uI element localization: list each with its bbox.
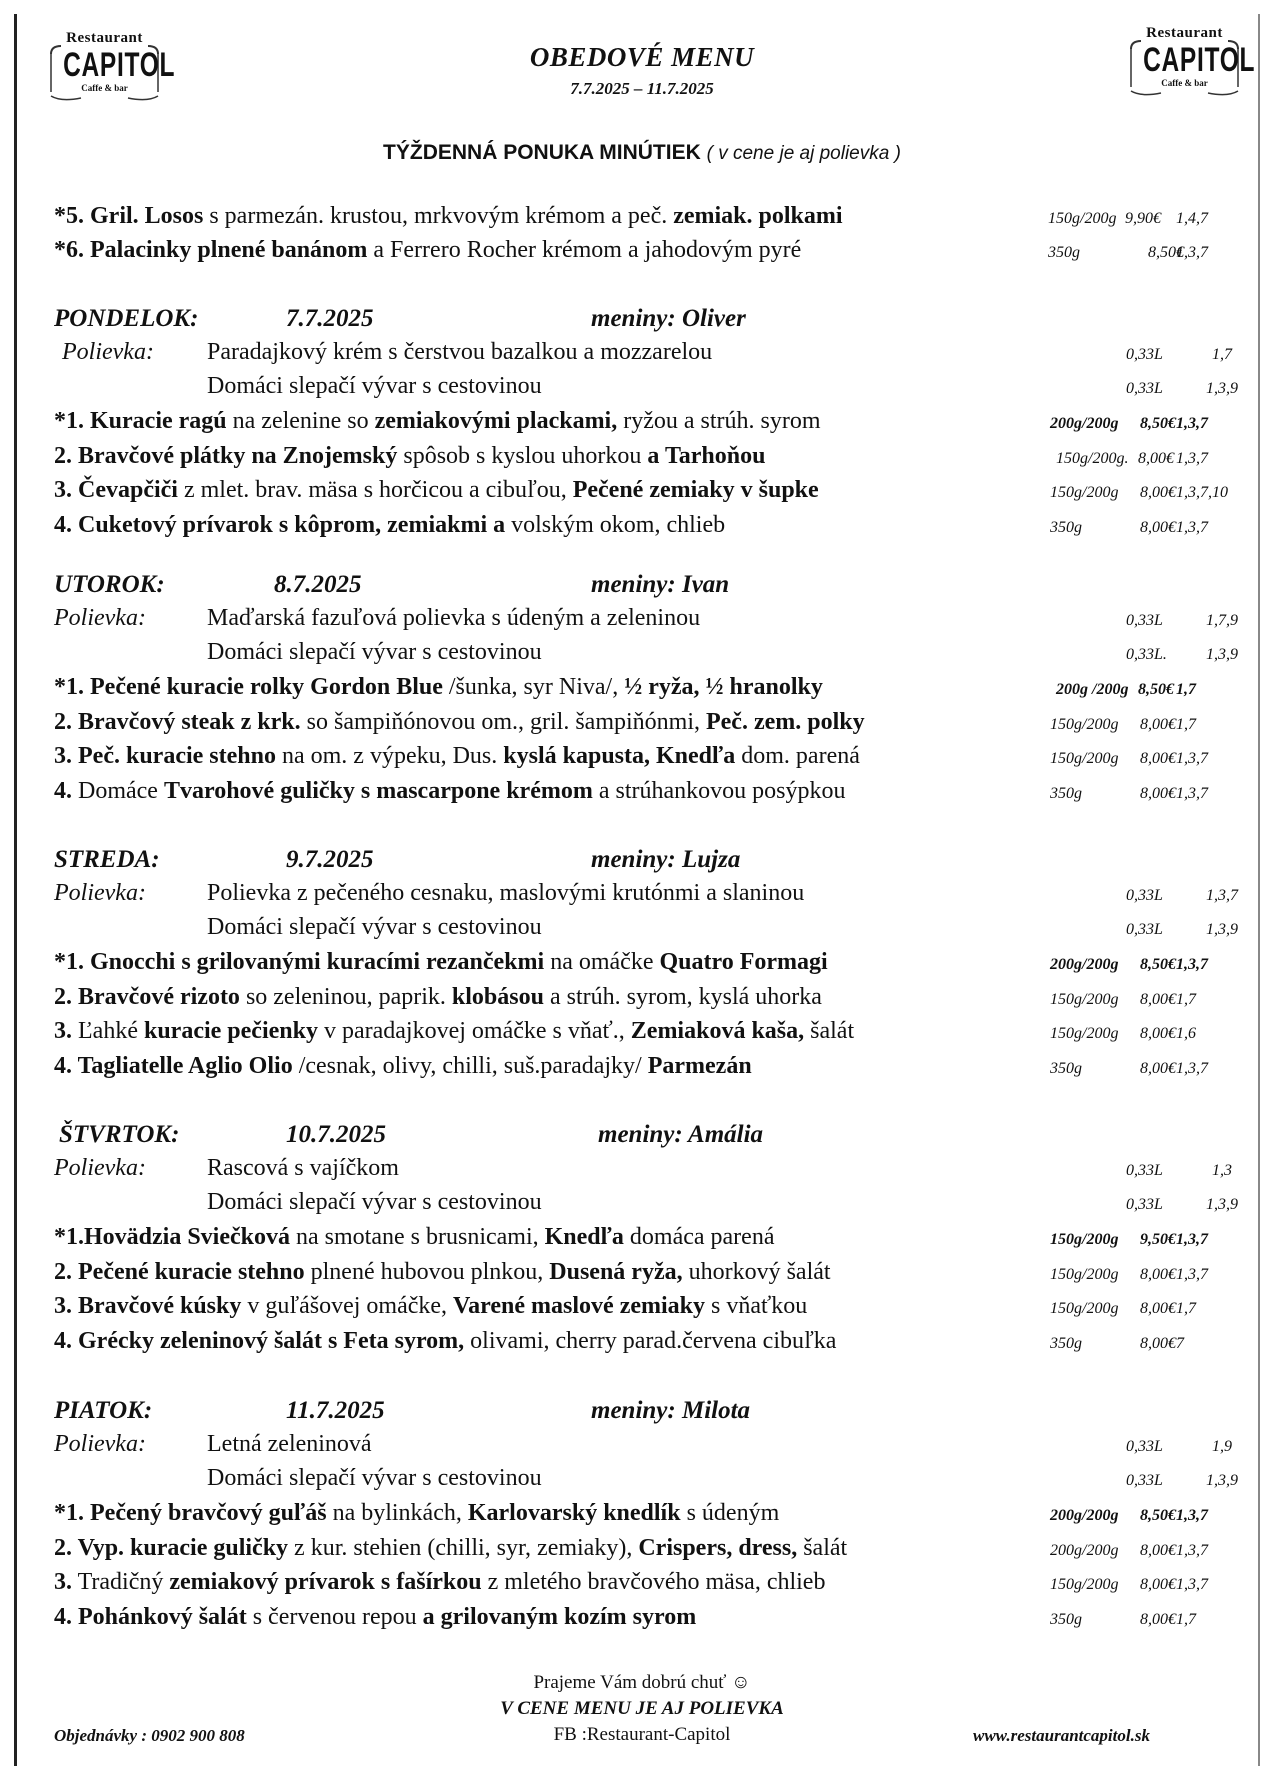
soup-row bbox=[0, 1465, 1284, 1495]
day-header-row bbox=[0, 571, 1284, 601]
menu-item-text bbox=[54, 203, 843, 230]
menu-item-text-part: 4. Grécky zeleninový šalát s Feta syrom, bbox=[54, 1327, 465, 1354]
item-price: 8,00€ bbox=[1140, 1610, 1176, 1628]
menu-item-text-part: Peč. zem. polky bbox=[705, 708, 865, 735]
item-price: 8,00€ bbox=[1140, 990, 1176, 1008]
logo-restaurant-text: Restaurant bbox=[66, 30, 143, 46]
menu-item-text-part: *1. Pečené kuracie rolky Gordon Blue bbox=[54, 674, 443, 700]
menu-item-text-part: *1. Pečený bravčový guľáš bbox=[54, 1500, 327, 1526]
soup-allergens: 1,3,9 bbox=[1206, 646, 1238, 663]
item-price: 8,00€ bbox=[1140, 1025, 1176, 1042]
menu-item-row bbox=[0, 1569, 1284, 1599]
menu-item-text bbox=[54, 1259, 831, 1286]
menu-item-row bbox=[0, 984, 1284, 1014]
menu-item-text-part: domáca parená bbox=[623, 1224, 775, 1250]
day-header-row bbox=[0, 1397, 1284, 1427]
item-allergens: 1,7 bbox=[1176, 1300, 1196, 1317]
item-price: 8,00€ bbox=[1140, 1300, 1176, 1317]
weekly-offer-note: ( v cene je aj polievka ) bbox=[706, 143, 901, 164]
menu-item-text-part: Tradičný bbox=[72, 1569, 170, 1595]
day-date: 8.7.2025 bbox=[274, 571, 362, 598]
menu-item-text-part: šalát bbox=[797, 1534, 848, 1561]
menu-item-text-part: Domáce bbox=[72, 777, 164, 804]
soup-name: Paradajkový krém s čerstvou bazalkou a mozzarelou bbox=[207, 339, 713, 365]
menu-item-text-part: na omáčke bbox=[544, 949, 660, 975]
menu-item-text bbox=[54, 1500, 779, 1527]
menu-item-row bbox=[0, 778, 1284, 808]
item-allergens: 1,3,7 bbox=[1176, 1059, 1208, 1077]
menu-item-text-part: *6. Palacinky plnené banánom bbox=[54, 237, 368, 263]
item-weight: 350g bbox=[1048, 244, 1080, 261]
menu-item-text-part: s parmezán. krustou, mrkvovým krémom a peč. bbox=[203, 203, 674, 229]
footer-soup-note: V CENE MENU JE AJ POLIEVKA bbox=[500, 1698, 784, 1719]
menu-item-row bbox=[0, 512, 1284, 542]
day-date: 10.7.2025 bbox=[286, 1121, 386, 1148]
menu-item-text-part: 4. Tagliatelle Aglio Olio bbox=[54, 1052, 293, 1079]
soup-name: Domáci slepačí vývar s cestovinou bbox=[207, 373, 542, 399]
menu-item-text-part: Ľahké bbox=[72, 1018, 144, 1044]
day-header-row bbox=[0, 305, 1284, 335]
item-allergens: 1,3,7 bbox=[1176, 956, 1208, 973]
item-price: 8,00€ bbox=[1140, 784, 1176, 802]
item-weight: 150g/200g bbox=[1050, 1231, 1119, 1248]
item-price: 8,00€ bbox=[1140, 1334, 1176, 1352]
menu-item-row bbox=[0, 1259, 1284, 1289]
menu-item-row bbox=[0, 203, 1284, 233]
menu-item-text-part: z mlet. brav. mäsa s horčicou a cibuľou, bbox=[177, 477, 573, 503]
item-weight: 150g/200g bbox=[1050, 484, 1119, 501]
menu-item-text-part: /šunka, syr Niva/, bbox=[442, 674, 625, 700]
menu-item-text-part: a Ferrero Rocher krémom a jahodovým pyré bbox=[367, 237, 802, 263]
menu-title: OBEDOVÉ MENU bbox=[529, 42, 755, 72]
menu-item-text-part: uhorkový šalát bbox=[682, 1258, 831, 1285]
item-weight: 200g/200g bbox=[1050, 956, 1119, 973]
menu-item-text-part: 2. Bravčový steak z krk. bbox=[54, 708, 301, 735]
day-date: 11.7.2025 bbox=[286, 1397, 385, 1424]
item-weight: 150g/200g. bbox=[1056, 449, 1129, 467]
menu-item-row bbox=[0, 1328, 1284, 1358]
soup-row bbox=[0, 339, 1284, 369]
item-weight: 150g/200g bbox=[1048, 210, 1117, 227]
menu-item-row bbox=[0, 1053, 1284, 1083]
item-price: 8,00€ bbox=[1140, 715, 1176, 733]
item-allergens: 1,3,7 bbox=[1176, 1507, 1208, 1524]
menu-item-text bbox=[54, 674, 823, 701]
menu-item-text bbox=[54, 512, 725, 539]
soup-name: Letná zeleninová bbox=[207, 1431, 372, 1457]
menu-item-text-part: 2. Bravčové rizoto bbox=[54, 983, 240, 1010]
menu-item-text bbox=[54, 1604, 696, 1631]
menu-item-text-part: Karlovarský knedlík bbox=[467, 1500, 681, 1526]
menu-item-text-part: a grilovaným kozím syrom bbox=[422, 1603, 697, 1630]
menu-item-text-part: v paradajkovej omáčke s vňať., bbox=[317, 1018, 631, 1044]
menu-item-text-part: kuracie pečienky bbox=[143, 1018, 318, 1044]
menu-item-text-part: Pečené zemiaky v šupke bbox=[572, 477, 819, 503]
menu-item-text-part: Zemiaková kaša, bbox=[630, 1018, 805, 1044]
soup-volume: 0,33L bbox=[1126, 346, 1163, 363]
menu-item-text-part: zemiak. polkami bbox=[673, 203, 843, 229]
item-weight: 350g bbox=[1050, 1059, 1082, 1077]
menu-item-text-part: *1.Hovädzia Sviečková bbox=[54, 1224, 291, 1250]
item-price: 8,00€ bbox=[1140, 1059, 1176, 1077]
menu-item-text bbox=[54, 1293, 807, 1320]
item-weight: 150g/200g bbox=[1050, 750, 1119, 767]
item-price: 8,00€ bbox=[1140, 518, 1176, 536]
logo-name: CAPITOL bbox=[1143, 41, 1256, 79]
soup-volume: 0,33L bbox=[1126, 380, 1163, 397]
item-weight: 150g/200g bbox=[1050, 1576, 1119, 1593]
item-weight: 150g/200g bbox=[1050, 1300, 1119, 1317]
soup-allergens: 1,3,7 bbox=[1206, 887, 1238, 904]
item-price: 8,50€ bbox=[1140, 1507, 1176, 1524]
soup-label: Polievka: bbox=[62, 339, 154, 365]
soup-row bbox=[0, 639, 1284, 669]
menu-item-text-part: Quatro Formagi bbox=[659, 949, 828, 975]
menu-item-text-part: s údeným bbox=[680, 1500, 780, 1526]
menu-item-text-part: a Tarhoňou bbox=[647, 442, 766, 469]
menu-item-text-part: a strúhankovou posýpkou bbox=[592, 777, 846, 804]
item-price: 8,00€ bbox=[1140, 1265, 1176, 1283]
item-price: 8,50€ bbox=[1138, 681, 1174, 698]
item-allergens: 1,3,7 bbox=[1176, 1541, 1208, 1559]
soup-allergens: 1,3,9 bbox=[1206, 1196, 1238, 1213]
menu-item-row bbox=[0, 709, 1284, 739]
logo-tagline: Caffe & bar bbox=[1161, 78, 1208, 88]
menu-item-text-part: dom. parená bbox=[735, 743, 860, 769]
item-allergens: 7 bbox=[1176, 1334, 1184, 1352]
soup-name: Domáci slepačí vývar s cestovinou bbox=[207, 639, 542, 665]
menu-item-text-part: Knedľa bbox=[544, 1224, 624, 1250]
menu-item-row bbox=[0, 1018, 1284, 1048]
soup-volume: 0,33L bbox=[1126, 887, 1163, 904]
item-weight: 150g/200g bbox=[1050, 715, 1119, 733]
soup-row bbox=[0, 880, 1284, 910]
day-name: PONDELOK: bbox=[54, 305, 199, 332]
soup-name: Rascová s vajíčkom bbox=[207, 1155, 399, 1181]
menu-item-text bbox=[54, 1328, 836, 1355]
soup-label: Polievka: bbox=[54, 1431, 146, 1457]
menu-item-text-part: 4. bbox=[54, 777, 72, 804]
soup-label: Polievka: bbox=[54, 880, 146, 906]
menu-item-text-part: na zelenine so bbox=[226, 408, 375, 434]
item-allergens: 1,7 bbox=[1176, 715, 1196, 733]
logo-restaurant-text: Restaurant bbox=[1146, 25, 1223, 41]
soup-allergens: 1,3,9 bbox=[1206, 380, 1238, 397]
soup-allergens: 1,3,9 bbox=[1206, 1472, 1238, 1489]
soup-row bbox=[0, 1431, 1284, 1461]
menu-item-text bbox=[54, 1224, 774, 1251]
item-allergens: 1,3,7 bbox=[1176, 415, 1208, 432]
menu-item-text-part: so šampiňónovou om., gril. šampiňónmi, bbox=[300, 708, 706, 735]
day-name: ŠTVRTOK: bbox=[59, 1121, 180, 1148]
menu-item-text-part: zemiakový prívarok s fašírkou bbox=[169, 1569, 482, 1595]
menu-item-text bbox=[54, 778, 846, 805]
item-weight: 150g/200g bbox=[1050, 990, 1119, 1008]
menu-item-text bbox=[54, 408, 821, 435]
menu-item-text-part: 3. bbox=[54, 1018, 72, 1044]
menu-item-row bbox=[0, 743, 1284, 773]
footer-website[interactable]: www.restaurantcapitol.sk bbox=[973, 1726, 1150, 1745]
menu-item-text-part: Crispers, dress, bbox=[638, 1534, 798, 1561]
item-price: 8,00€ bbox=[1140, 1576, 1176, 1593]
item-weight: 200g /200g bbox=[1056, 681, 1129, 698]
soup-row bbox=[0, 1155, 1284, 1185]
menu-item-text-part: na smotane s brusnicami, bbox=[290, 1224, 545, 1250]
menu-item-row bbox=[0, 1535, 1284, 1565]
item-price: 8,50€ bbox=[1140, 415, 1176, 432]
logo-name: CAPITOL bbox=[63, 46, 176, 84]
menu-item-row bbox=[0, 1604, 1284, 1634]
menu-item-text-part: na om. z výpeku, Dus. bbox=[275, 743, 504, 769]
menu-item-text bbox=[54, 477, 819, 504]
footer-facebook: FB :Restaurant-Capitol bbox=[553, 1724, 731, 1745]
menu-item-text-part: s červenou repou bbox=[246, 1603, 423, 1630]
weekly-offer-heading bbox=[0, 141, 1284, 165]
menu-item-text-part: ½ ryža, ½ hranolky bbox=[624, 674, 823, 700]
menu-item-text-part: spôsob s kyslou uhorkou bbox=[397, 442, 648, 469]
day-nameday: meniny: Lujza bbox=[591, 846, 741, 873]
menu-item-text bbox=[54, 1018, 854, 1045]
menu-item-row bbox=[0, 408, 1284, 438]
item-weight: 350g bbox=[1050, 518, 1082, 536]
soup-allergens: 1,3 bbox=[1212, 1162, 1232, 1179]
item-allergens: 1,7 bbox=[1176, 681, 1196, 698]
menu-item-text bbox=[54, 237, 801, 264]
day-nameday: meniny: Milota bbox=[591, 1397, 751, 1424]
footer-orders: Objednávky : 0902 900 808 bbox=[54, 1726, 245, 1745]
soup-volume: 0,33L bbox=[1126, 612, 1163, 629]
menu-item-text bbox=[54, 1569, 825, 1596]
soup-name: Domáci slepačí vývar s cestovinou bbox=[207, 914, 542, 940]
soup-volume: 0,33L bbox=[1126, 921, 1163, 938]
menu-item-text-part: *1. Kuracie ragú bbox=[54, 408, 227, 434]
menu-item-text-part: 4. Pohánkový šalát bbox=[54, 1603, 247, 1630]
menu-item-row bbox=[0, 1500, 1284, 1530]
item-price: 8,50€ bbox=[1148, 244, 1184, 261]
item-price: 8,00€ bbox=[1140, 484, 1176, 501]
menu-item-text-part: Dusená ryža, bbox=[549, 1258, 683, 1285]
menu-item-text-part: z kur. stehien (chilli, syr, zemiaky), bbox=[288, 1534, 639, 1561]
day-nameday: meniny: Oliver bbox=[591, 305, 746, 332]
menu-item-row bbox=[0, 477, 1284, 507]
item-allergens: 1,3,7,10 bbox=[1176, 484, 1228, 501]
menu-item-text-part: 2. Pečené kuracie stehno bbox=[54, 1258, 305, 1285]
menu-item-row bbox=[0, 443, 1284, 473]
menu-item-text-part: šalát bbox=[804, 1018, 855, 1044]
menu-item-text bbox=[54, 984, 822, 1011]
item-price: 8,00€ bbox=[1138, 449, 1174, 467]
item-allergens: 1,7 bbox=[1176, 990, 1196, 1008]
menu-item-row bbox=[0, 674, 1284, 704]
menu-item-text bbox=[54, 1535, 847, 1562]
menu-item-text-part: kyslá kapusta, Knedľa bbox=[503, 743, 736, 769]
menu-item-text-part: Tvarohové guličky s mascarpone krémom bbox=[163, 777, 593, 804]
day-name: STREDA: bbox=[54, 846, 160, 873]
soup-volume: 0,33L bbox=[1126, 1438, 1163, 1455]
menu-item-text-part: z mletého bravčového mäsa, chlieb bbox=[481, 1569, 826, 1595]
item-weight: 150g/200g bbox=[1050, 1025, 1119, 1042]
menu-item-text-part: s vňaťkou bbox=[705, 1293, 808, 1319]
menu-item-text-part: so zeleninou, paprik. bbox=[239, 983, 452, 1010]
item-weight: 350g bbox=[1050, 1334, 1082, 1352]
day-header-row bbox=[0, 1121, 1284, 1151]
day-header-row bbox=[0, 846, 1284, 876]
menu-item-text-part: zemiakovými plackami, bbox=[374, 408, 618, 434]
item-weight: 200g/200g bbox=[1050, 1507, 1119, 1524]
item-allergens: 1,4,7 bbox=[1176, 210, 1208, 227]
menu-item-text-part: a strúh. syrom, kyslá uhorka bbox=[543, 983, 822, 1010]
menu-item-text-part: v guľášovej omáčke, bbox=[241, 1293, 454, 1319]
item-weight: 350g bbox=[1050, 784, 1082, 802]
item-allergens: 1,3,7 bbox=[1176, 784, 1208, 802]
menu-item-text-part: *1. Gnocchi s grilovanými kuracími rezančekmi bbox=[54, 949, 545, 975]
menu-item-text bbox=[54, 949, 828, 976]
soup-name: Polievka z pečeného cesnaku, maslovými krutónmi a slaninou bbox=[207, 880, 805, 906]
menu-item-text-part: Varené maslové zemiaky bbox=[453, 1293, 706, 1319]
soup-name: Maďarská fazuľová polievka s údeným a zeleninou bbox=[207, 605, 701, 631]
weekly-offer-title: TÝŽDENNÁ PONUKA MINÚTIEK bbox=[383, 141, 701, 164]
soup-allergens: 1,7 bbox=[1212, 346, 1232, 363]
item-price: 8,50€ bbox=[1140, 956, 1176, 973]
item-allergens: 1,3,7 bbox=[1176, 518, 1208, 536]
menu-item-text bbox=[54, 743, 860, 770]
menu-item-text bbox=[54, 443, 765, 470]
item-allergens: 1,3,7 bbox=[1176, 1265, 1208, 1283]
soup-volume: 0,33L bbox=[1126, 1162, 1163, 1179]
menu-item-text-part: olivami, cherry parad.červena cibuľka bbox=[464, 1327, 837, 1354]
item-allergens: 1,3,7 bbox=[1176, 244, 1208, 261]
item-allergens: 1,3,7 bbox=[1176, 1576, 1208, 1593]
soup-row bbox=[0, 1189, 1284, 1219]
menu-item-text-part: klobásou bbox=[451, 983, 544, 1010]
soup-volume: 0,33L bbox=[1126, 1472, 1163, 1489]
item-allergens: 1,7 bbox=[1176, 1610, 1196, 1628]
menu-item-text-part: ryžou a strúh. syrom bbox=[617, 408, 821, 434]
menu-item-text-part: *5. Gril. Losos bbox=[54, 203, 204, 229]
menu-item-text-part: Parmezán bbox=[647, 1052, 752, 1079]
menu-item-text-part: plnené hubovou plnkou, bbox=[304, 1258, 550, 1285]
item-price: 8,00€ bbox=[1140, 1541, 1176, 1559]
item-weight: 200g/200g bbox=[1050, 415, 1119, 432]
day-nameday: meniny: Ivan bbox=[591, 571, 730, 598]
soup-allergens: 1,9 bbox=[1212, 1438, 1232, 1455]
item-allergens: 1,3,7 bbox=[1176, 449, 1208, 467]
menu-item-text-part: 2. Vyp. kuracie guličky bbox=[54, 1534, 289, 1561]
soup-allergens: 1,3,9 bbox=[1206, 921, 1238, 938]
item-weight: 150g/200g bbox=[1050, 1265, 1119, 1283]
menu-item-text-part: 2. Bravčové plátky na Znojemský bbox=[54, 442, 398, 469]
menu-item-row bbox=[0, 1293, 1284, 1323]
logo-tagline: Caffe & bar bbox=[81, 83, 128, 93]
soup-allergens: 1,7,9 bbox=[1206, 612, 1238, 629]
menu-item-text-part: 3. Čevapčiči bbox=[54, 477, 178, 503]
item-weight: 200g/200g bbox=[1050, 1541, 1119, 1559]
menu-item-text-part: /cesnak, olivy, chilli, suš.paradajky/ bbox=[292, 1052, 648, 1079]
menu-item-row bbox=[0, 237, 1284, 267]
soup-row bbox=[0, 605, 1284, 635]
item-allergens: 1,3,7 bbox=[1176, 750, 1208, 767]
menu-item-text-part: 3. Bravčové kúsky bbox=[54, 1293, 242, 1319]
menu-item-text-part: volským okom, chlieb bbox=[505, 511, 726, 538]
soup-label: Polievka: bbox=[54, 605, 146, 631]
menu-item-row bbox=[0, 949, 1284, 979]
soup-row bbox=[0, 914, 1284, 944]
menu-item-row bbox=[0, 1224, 1284, 1254]
day-name: PIATOK: bbox=[54, 1397, 153, 1424]
menu-item-text-part: 3. Peč. kuracie stehno bbox=[54, 743, 276, 769]
item-price: 9,50€ bbox=[1140, 1231, 1176, 1248]
menu-item-text-part: na bylinkách, bbox=[326, 1500, 468, 1526]
day-nameday: meniny: Amália bbox=[598, 1121, 764, 1148]
menu-dates: 7.7.2025 – 11.7.2025 bbox=[570, 79, 714, 98]
soup-volume: 0,33L. bbox=[1126, 646, 1167, 663]
footer-wish: Prajeme Vám dobrú chuť ☺ bbox=[533, 1672, 751, 1693]
item-price: 9,90€ bbox=[1125, 210, 1161, 227]
menu-item-text bbox=[54, 709, 865, 736]
day-date: 7.7.2025 bbox=[286, 305, 374, 332]
item-weight: 350g bbox=[1050, 1610, 1082, 1628]
menu-item-text bbox=[54, 1053, 752, 1080]
item-price: 8,00€ bbox=[1140, 750, 1176, 767]
item-allergens: 1,6 bbox=[1176, 1025, 1196, 1042]
day-date: 9.7.2025 bbox=[286, 846, 374, 873]
day-name: UTOROK: bbox=[54, 571, 165, 598]
soup-label: Polievka: bbox=[54, 1155, 146, 1181]
soup-name: Domáci slepačí vývar s cestovinou bbox=[207, 1189, 542, 1215]
soup-name: Domáci slepačí vývar s cestovinou bbox=[207, 1465, 542, 1491]
menu-item-text-part: 4. Cuketový prívarok s kôprom, zemiakmi a bbox=[54, 511, 506, 538]
soup-row bbox=[0, 373, 1284, 403]
item-allergens: 1,3,7 bbox=[1176, 1231, 1208, 1248]
soup-volume: 0,33L bbox=[1126, 1196, 1163, 1213]
menu-item-text-part: 3. bbox=[54, 1569, 72, 1595]
